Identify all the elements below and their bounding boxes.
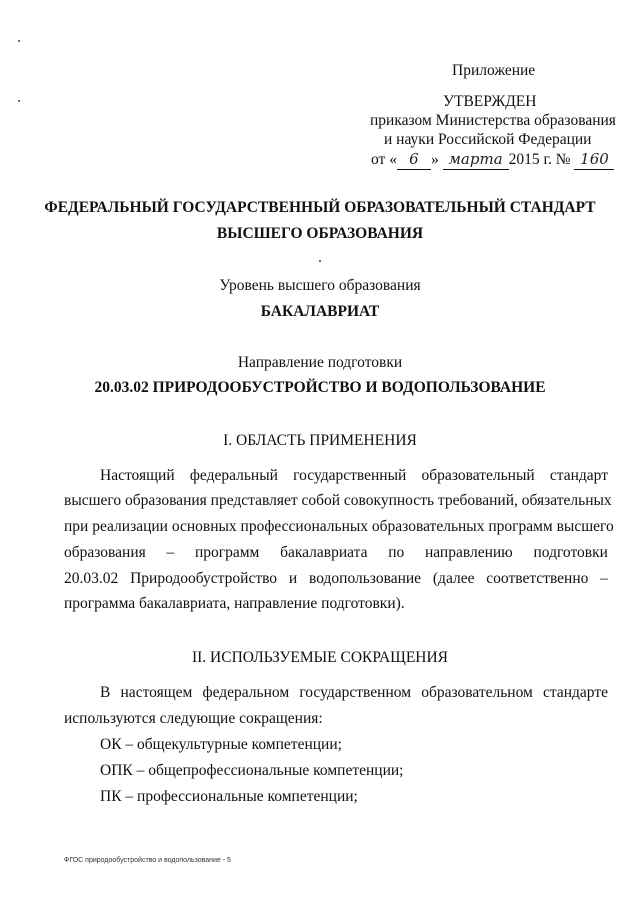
section-1-paragraph-line-5 — [64, 569, 608, 589]
word: программ — [194, 544, 260, 561]
section-2-intro-line-2: используются следующие сокращения: — [64, 710, 323, 727]
abbreviation-item: ПК – профессиональные компетенции; — [100, 788, 358, 805]
scan-speck — [18, 100, 20, 102]
word: бакалавриата — [280, 544, 368, 561]
page-footer: ФГОС природообустройство и водопользование - 5 — [64, 857, 231, 864]
word: образования — [64, 544, 146, 561]
date-month-handwritten: марта — [443, 149, 509, 170]
word: Природообустройство — [130, 570, 278, 587]
level-value: БАКАЛАВРИАТ — [260, 303, 380, 320]
order-date-line — [371, 149, 614, 170]
section-1-paragraph-line-4 — [64, 543, 608, 563]
title-line-2: ВЫСШЕГО ОБРАЗОВАНИЯ — [216, 225, 424, 242]
word: – — [600, 570, 608, 587]
direction-value: 20.03.02 ПРИРОДООБУСТРОЙСТВО И ВОДОПОЛЬЗОВАНИЕ — [94, 379, 546, 396]
word: федеральный — [189, 467, 278, 484]
direction-label: Направление подготовки — [237, 354, 403, 371]
date-mid: » — [430, 151, 439, 168]
word: (далее — [432, 570, 475, 587]
section-1-heading: I. ОБЛАСТЬ ПРИМЕНЕНИЯ — [223, 432, 417, 449]
word: образовательный — [421, 467, 535, 484]
word: В — [100, 684, 111, 701]
section-1-paragraph-line-6: программа бакалавриата, направление подготовки). — [64, 595, 405, 612]
word: государственный — [293, 467, 407, 484]
word: 20.03.02 — [64, 570, 119, 587]
word: соответственно — [486, 570, 589, 587]
word: Настоящий — [100, 467, 175, 484]
section-2-heading: II. ИСПОЛЬЗУЕМЫЕ СОКРАЩЕНИЯ — [191, 649, 449, 666]
date-prefix: от « — [371, 151, 397, 168]
abbreviation-item: ОК – общекультурные компетенции; — [100, 736, 342, 753]
scan-speck — [319, 260, 321, 262]
word: стандарт — [549, 467, 608, 484]
word: федеральном — [202, 684, 290, 701]
word: образовательном — [421, 684, 533, 701]
section-1-paragraph-line-2: высшего образования представляет собой совокупность требований, обязательных — [64, 492, 612, 509]
order-number-handwritten: 160 — [574, 149, 614, 170]
word: водопользование — [309, 570, 422, 587]
section-1-paragraph-line-3: при реализации основных профессиональных образовательных программ высшего — [64, 518, 614, 535]
date-day-handwritten: 6 — [397, 149, 431, 170]
word: и — [288, 570, 298, 587]
scan-speck — [18, 40, 20, 42]
word: направлению — [424, 544, 513, 561]
word: стандарте — [543, 684, 608, 701]
approved-label: УТВЕРЖДЕН — [443, 93, 537, 110]
order-line-1: приказом Министерства образования — [370, 112, 616, 129]
order-line-2: и науки Российской Федерации — [384, 131, 592, 148]
level-label: Уровень высшего образования — [219, 277, 421, 294]
word: настоящем — [120, 684, 193, 701]
abbreviation-item: ОПК – общепрофессиональные компетенции; — [100, 762, 404, 779]
word: государственном — [299, 684, 412, 701]
word: – — [166, 544, 175, 561]
word: подготовки — [533, 544, 608, 561]
section-2-intro-line-1 — [100, 683, 608, 703]
title-line-1: ФЕДЕРАЛЬНЫЙ ГОСУДАРСТВЕННЫЙ ОБРАЗОВАТЕЛЬНЫЙ СТАНДАРТ — [44, 199, 596, 216]
appendix-label: Приложение — [452, 62, 536, 79]
date-year: 2015 г. № — [508, 151, 571, 168]
word: по — [388, 544, 405, 561]
section-1-paragraph-line-1 — [100, 466, 608, 486]
